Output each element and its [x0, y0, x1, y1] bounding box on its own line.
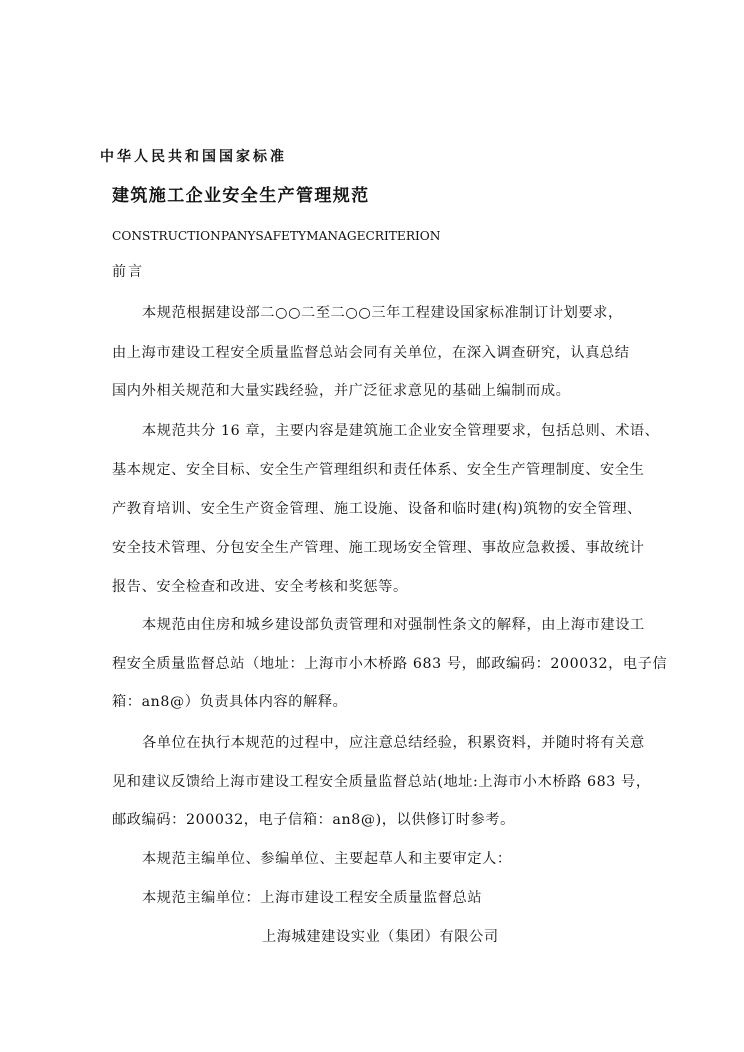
- paragraph-3-line-2: 程安全质量监督总站（地址：上海市小木桥路 683 号，邮政编码：200032，电子信: [112, 656, 668, 672]
- paragraph-2-line-4: 安全技术管理、分包安全生产管理、施工现场安全管理、事故应急救援、事故统计: [112, 540, 645, 556]
- paragraph-7: 上海城建建设实业（集团）有限公司: [262, 929, 499, 945]
- paragraph-3-line-3: 箱：an8@）负责具体内容的解释。: [112, 694, 348, 710]
- paragraph-1-line-1: 本规范根据建设部二○○二至二○○三年工程建设国家标准制订计划要求，: [142, 305, 623, 321]
- paragraph-4-line-1: 各单位在执行本规范的过程中，应注意总结经验，积累资料，并随时将有关意: [142, 735, 645, 751]
- paragraph-6: 本规范主编单位：上海市建设工程安全质量监督总站: [142, 890, 483, 906]
- paragraph-2-line-1: 本规范共分 16 章，主要内容是建筑施工企业安全管理要求，包括总则、术语、: [142, 423, 660, 439]
- preface-heading: 前言: [112, 264, 144, 280]
- standard-name: 中华人民共和国国家标准: [100, 149, 287, 165]
- paragraph-1-line-2: 由上海市建设工程安全质量监督总站会同有关单位，在深入调查研究，认真总结: [112, 345, 630, 361]
- paragraph-4-line-2: 见和建议反馈给上海市建设工程安全质量监督总站(地址:上海市小木桥路 683 号，: [112, 774, 651, 790]
- paragraph-2-line-2: 基本规定、安全目标、安全生产管理组织和责任体系、安全生产管理制度、安全生: [112, 462, 645, 478]
- paragraph-2-line-3: 产教育培训、安全生产资金管理、施工设施、设备和临时建(构)筑物的安全管理、: [112, 501, 642, 517]
- paragraph-2-line-5: 报告、安全检查和改进、安全考核和奖惩等。: [112, 579, 408, 595]
- paragraph-5: 本规范主编单位、参编单位、主要起草人和主要审定人：: [142, 851, 512, 867]
- paragraph-1-line-3: 国内外相关规范和大量实践经验，并广泛征求意见的基础上编制而成。: [112, 383, 571, 399]
- document-title: 建筑施工企业安全生产管理规范: [112, 186, 370, 206]
- paragraph-4-line-3: 邮政编码：200032，电子信箱：an8@)，以供修订时参考。: [112, 812, 515, 828]
- paragraph-3-line-1: 本规范由住房和城乡建设部负责管理和对强制性条文的解释，由上海市建设工: [142, 617, 645, 633]
- english-title: CONSTRUCTIONPANYSAFETYMANAGECRITERION: [112, 229, 441, 243]
